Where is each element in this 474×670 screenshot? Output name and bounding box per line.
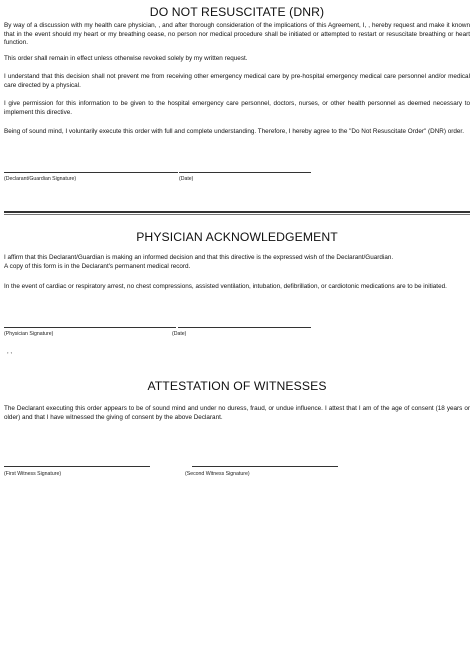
- declarant-signature-line[interactable]: [4, 172, 178, 173]
- physician-paragraph-cardiac-arrest: In the event of cardiac or respiratory arrest, no chest compressions, assisted ventilation, intubation, defibrillation, or cardiotonic medications are to be initiated.: [4, 283, 447, 290]
- declarant-signature-label: (Declarant/Guardian Signature): [4, 176, 77, 182]
- first-witness-signature-label: (First Witness Signature): [4, 471, 62, 477]
- second-witness-signature-line[interactable]: [192, 466, 338, 467]
- second-witness-signature-label: (Second Witness Signature): [185, 471, 250, 477]
- physician-paragraph-copy: A copy of this form is in the Declarant's permanent medical record.: [4, 263, 191, 270]
- physician-signature-label: (Physician Signature): [4, 331, 54, 337]
- blank-fill-commas: , ,: [7, 349, 13, 355]
- dnr-paragraph-permission: I give permission for this information to be given to the hospital emergency care personnel, doctors, nurses, or other health personnel as deemed necessary to implement this directive.: [4, 100, 470, 116]
- witnesses-paragraph-attest: The Declarant executing this order appears to be of sound mind and under no duress, fraud, or undue influence. I attest that I am of the age of consent (18 years or older) and that I have witnessed the giving of consent by the above Declarant.: [4, 405, 470, 421]
- physician-paragraph-affirm: I affirm that this Declarant/Guardian is making an informed decision and that this directive is the expressed wish of the Declarant/Guardian.: [4, 254, 394, 261]
- dnr-paragraph-effect: This order shall remain in effect unless otherwise revoked solely by my written request.: [4, 55, 248, 62]
- section-divider-thin: [4, 214, 470, 215]
- declarant-date-line[interactable]: [179, 172, 311, 173]
- physician-section-title: PHYSICIAN ACKNOWLEDGEMENT: [136, 230, 338, 244]
- section-divider-thick: [4, 211, 470, 213]
- physician-date-label: (Date): [172, 331, 187, 337]
- physician-date-line[interactable]: [178, 327, 311, 328]
- dnr-title: DO NOT RESUSCITATE (DNR): [149, 5, 325, 19]
- dnr-paragraph-sound-mind: Being of sound mind, I voluntarily execute this order with full and complete understanding. Therefore, I hereby agree to the "Do Not Resuscitate Order" (DNR) order.: [4, 128, 464, 135]
- physician-signature-line[interactable]: [4, 327, 176, 328]
- declarant-date-label: (Date): [179, 176, 194, 182]
- first-witness-signature-line[interactable]: [4, 466, 150, 467]
- witnesses-section-title: ATTESTATION OF WITNESSES: [147, 379, 327, 393]
- dnr-paragraph-discussion: By way of a discussion with my health care physician, , and after thorough consideration of the implications of this Agreement, I, , hereby request and make it known that in the event should my heart or my breathing cease, no person nor medical procedure shall be initiated or attempted to restart or resuscitate breathing or heart function.: [4, 22, 470, 47]
- dnr-paragraph-emergency-care: I understand that this decision shall not prevent me from receiving other emergency medical care by pre-hospital emergency medical care personnel and/or medical care directed by a physical.: [4, 73, 470, 89]
